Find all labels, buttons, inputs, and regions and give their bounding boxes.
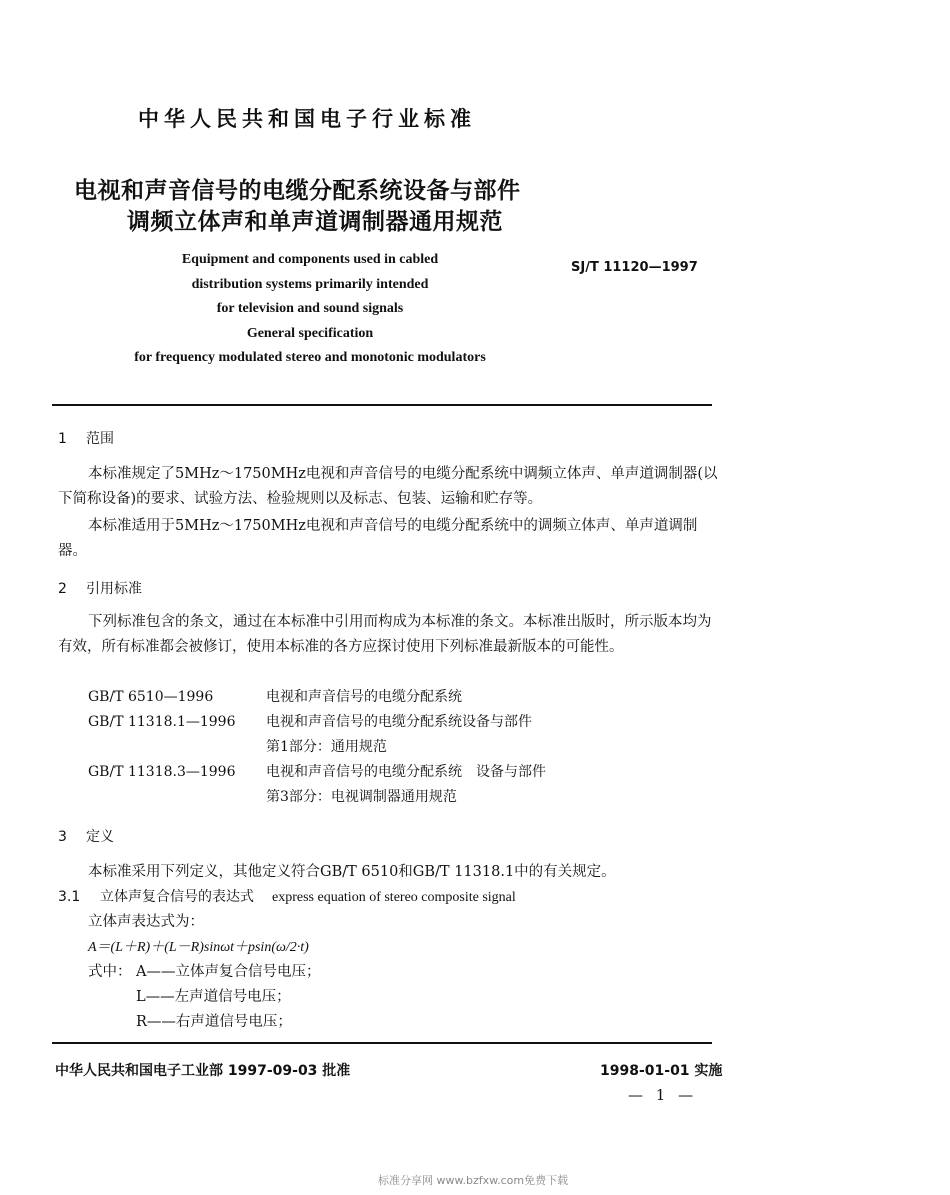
title-en-line: Equipment and components used in cabled [181, 252, 439, 267]
subsection-3-1-heading [58, 886, 516, 906]
title-en-line: for frequency modulated stereo and monotonic modulators [134, 350, 486, 365]
section-title: 定义 [86, 829, 114, 845]
header-divider [52, 404, 712, 406]
title-en-line: General specification [246, 325, 374, 341]
section-3-heading [58, 826, 114, 846]
reference-code: GB/T 11318.1—1996 [88, 714, 236, 730]
definition-item: R——右声道信号电压； [136, 1014, 292, 1030]
formula-intro: 立体声表达式为： [88, 914, 204, 930]
reference-subtitle: 第1部分：通用规范 [266, 739, 387, 755]
section-title: 引用标准 [86, 581, 142, 597]
title-cn-line-1: 电视和声音信号的电缆分配系统设备与部件 [74, 178, 521, 204]
section-2-heading [58, 578, 142, 598]
subsection-title: 立体声复合信号的表达式 [100, 889, 254, 905]
implementation-date: 1998-01-01 实施 [600, 1063, 723, 1079]
reference-title: 电视和声音信号的电缆分配系统 设备与部件 [266, 764, 546, 780]
section-number: 2 [58, 581, 67, 597]
definition-item: A——立体声复合信号电压； [136, 964, 321, 980]
reference-code: GB/T 6510—1996 [88, 689, 214, 705]
subsection-number: 3.1 [58, 889, 81, 905]
reference-subtitle: 第3部分：电视调制器通用规范 [266, 789, 457, 805]
title-en [100, 248, 520, 371]
section-2-paragraph-1: 下列标准包含的条文，通过在本标准中引用而构成为本标准的条文。本标准出版时，所示版本均为有效，所有标准都会被修订，使用本标准的各方应探讨使用下列标准最新版本的可能性。 [58, 614, 712, 655]
title-en-line: distribution systems primarily intended [191, 276, 429, 292]
issuing-authority-heading: 中华人民共和国电子行业标准 [138, 107, 476, 131]
section-3-paragraph-1: 本标准采用下列定义，其他定义符合GB/T 6510和GB/T 11318.1中的有关规定。 [88, 864, 616, 880]
title-cn-line-2: 调频立体声和单声道调制器通用规范 [127, 209, 503, 235]
section-1-paragraph-2: 本标准适用于5MHz～1750MHz电视和声音信号的电缆分配系统中的调频立体声、单声道调制器。 [58, 518, 698, 559]
reference-title: 电视和声音信号的电缆分配系统设备与部件 [266, 714, 532, 730]
watermark-text: 标准分享网 www.bzfxw.com免费下载 [378, 1174, 569, 1187]
formula-text: A＝(L＋R)＋(L－R)sinωt＋psin(ω/2·t) [88, 940, 309, 955]
reference-code: GB/T 11318.3—1996 [88, 764, 236, 780]
standard-number: SJ/T 11120—1997 [571, 260, 698, 275]
title-en-line: for television and sound signals [216, 301, 404, 316]
footer-divider [52, 1042, 712, 1044]
page-number: — 1 — [628, 1086, 698, 1104]
where-label: 式中： [88, 964, 132, 980]
definition-item: L——左声道信号电压； [136, 989, 291, 1005]
stereo-formula [88, 936, 309, 956]
subsection-title-en: express equation of stereo composite signal [272, 890, 516, 905]
approval-statement: 中华人民共和国电子工业部 1997-09-03 批准 [55, 1063, 351, 1079]
reference-title: 电视和声音信号的电缆分配系统 [266, 689, 462, 705]
section-number: 3 [58, 829, 67, 845]
section-1-paragraph-1: 本标准规定了5MHz～1750MHz电视和声音信号的电缆分配系统中调频立体声、单声道调制器(以下简称设备)的要求、试验方法、检验规则以及标志、包装、运输和贮存等。 [58, 466, 718, 507]
section-title: 范围 [86, 431, 114, 447]
section-number: 1 [58, 431, 67, 447]
section-1-heading [58, 428, 114, 448]
